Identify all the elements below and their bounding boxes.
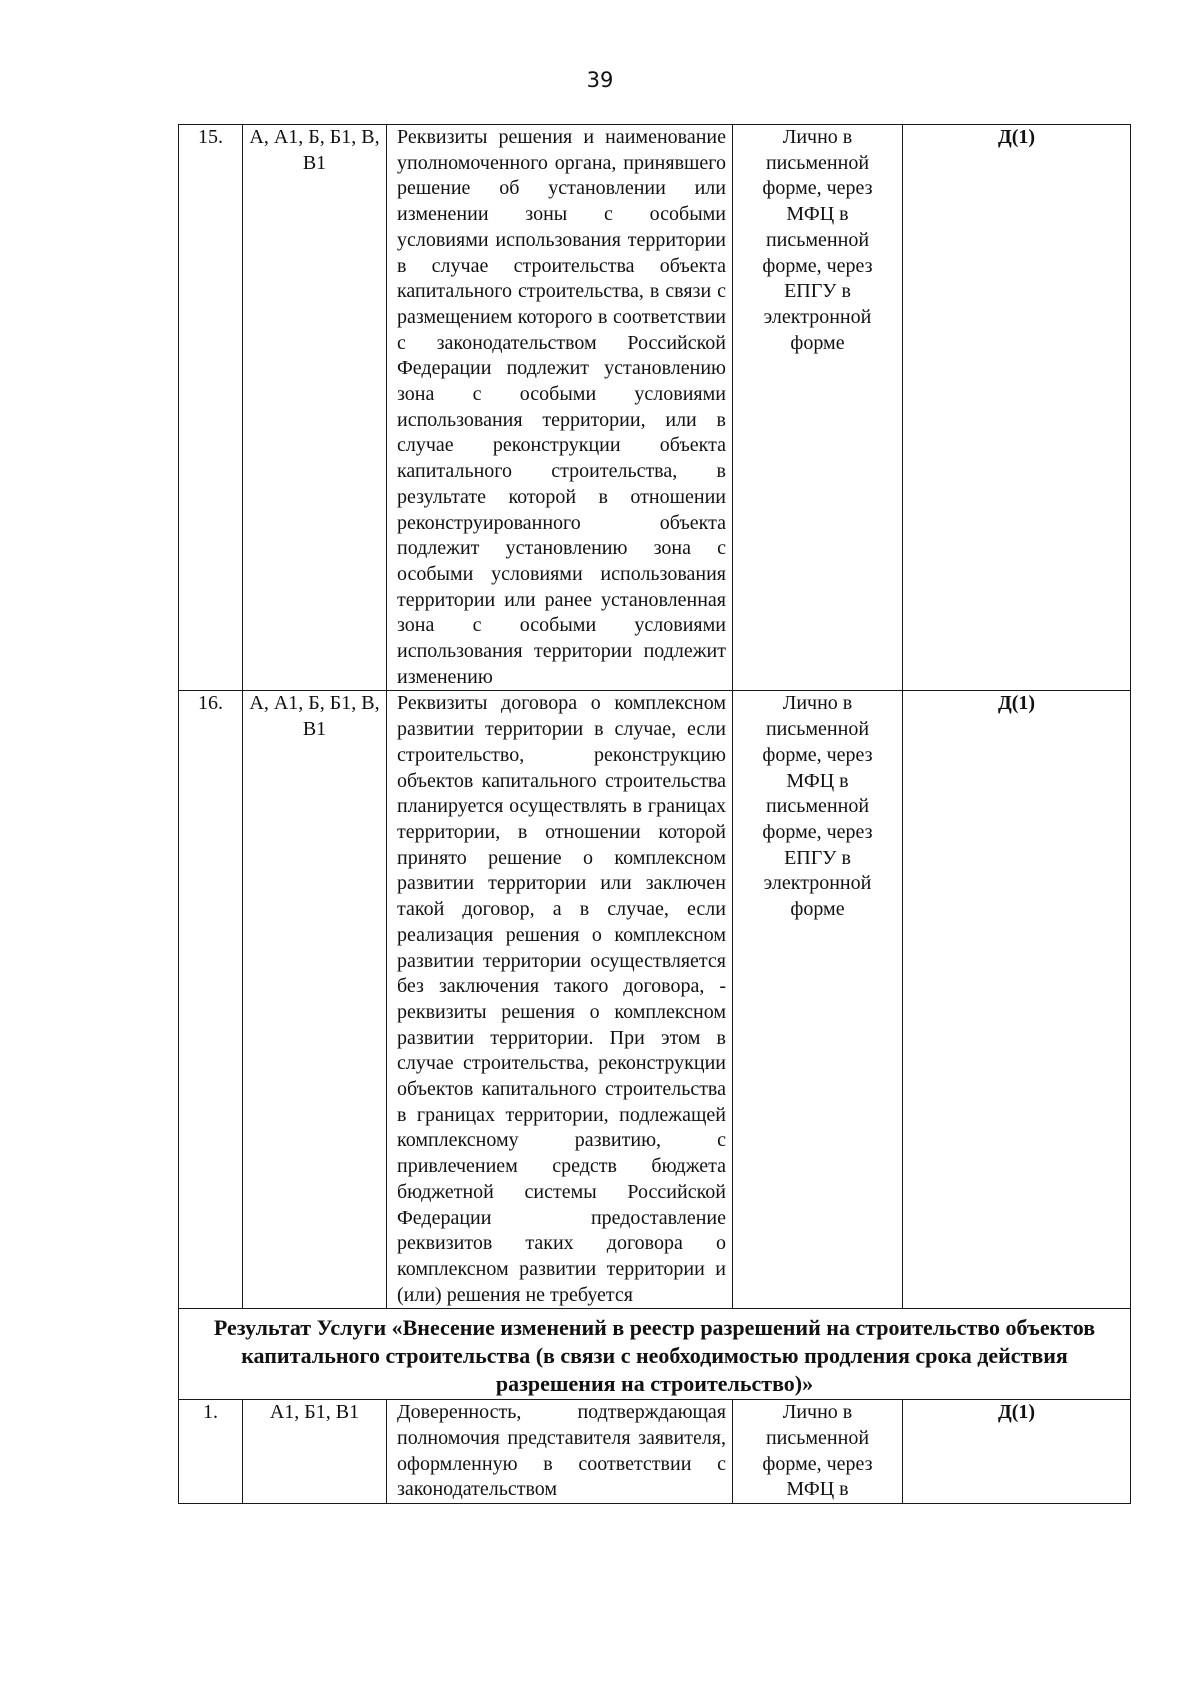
row-number: 1. (179, 1400, 243, 1504)
table-row (179, 691, 1131, 1309)
document-code: Д(1) (903, 125, 1131, 691)
document-code: Д(1) (903, 691, 1131, 1309)
table-row (179, 1400, 1131, 1504)
page-number: 39 (586, 68, 614, 92)
table-row (179, 125, 1131, 691)
submission-method: Лично в письменной форме, через МФЦ в (733, 1400, 903, 1504)
applicant-categories: А, А1, Б, Б1, В, В1 (243, 125, 387, 691)
row-number: 15. (179, 125, 243, 691)
document-description: Доверенность, подтверждающая полномочия представителя заявителя, оформленную в соответствии с законодательством (387, 1400, 733, 1504)
document-code: Д(1) (903, 1400, 1131, 1504)
submission-method: Лично в письменной форме, через МФЦ в письменной форме, через ЕПГУ в электронной форме (733, 691, 903, 1309)
applicant-categories: А, А1, Б, Б1, В, В1 (243, 691, 387, 1309)
document-description: Реквизиты решения и наименование уполномоченного органа, принявшего решение об установлении или изменении зоны с особыми условиями использования территории в случае строительства объекта капитального строительства, в связи с размещением которого в соответствии с законодательством Российской Федерации подлежит установлению зона с особыми условиями использования территории, или в случае реконструкции объекта капитального строительства, в результате которой в отношении реконструированного объекта подлежит установлению зона с особыми условиями использования территории или ранее установленная зона с особыми условиями использования территории подлежит изменению (387, 125, 733, 691)
section-heading-row (179, 1309, 1131, 1400)
submission-method: Лично в письменной форме, через МФЦ в письменной форме, через ЕПГУ в электронной форме (733, 125, 903, 691)
document-description: Реквизиты договора о комплексном развитии территории в случае, если строительство, реконструкцию объектов капитального строительства планируется осуществлять в границах территории, в отношении которой принято решение о комплексном развитии территории или заключен такой договор, а в случае, если реализация решения о комплексном развитии территории осуществляется без заключения такого договора, - реквизиты решения о комплексном развитии территории. При этом в случае строительства, реконструкции объектов капитального строительства в границах территории, подлежащей комплексному развитию, с привлечением средств бюджета бюджетной системы Российской Федерации предоставление реквизитов таких договора о комплексном развитии территории и (или) решения не требуется (387, 691, 733, 1309)
section-heading: Результат Услуги «Внесение изменений в реестр разрешений на строительство объектов капитального строительства (в связи с необходимостью продления срока действия разрешения на строительство)» (179, 1309, 1131, 1400)
row-number: 16. (179, 691, 243, 1309)
applicant-categories: А1, Б1, В1 (243, 1400, 387, 1504)
requirements-table (178, 124, 1131, 1504)
